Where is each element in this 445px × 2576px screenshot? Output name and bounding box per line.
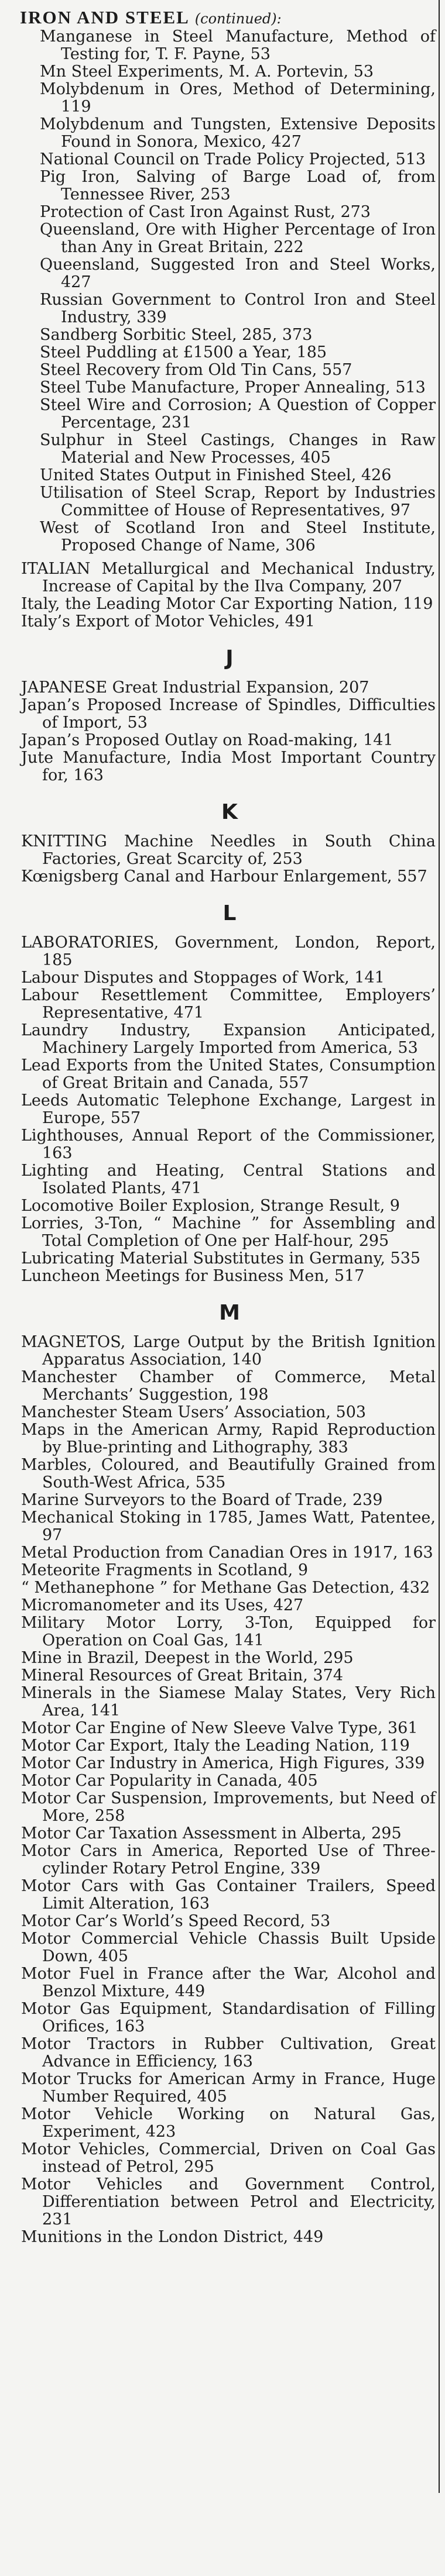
- section-letter: J: [225, 646, 234, 670]
- index-entry: Micromanometer and its Uses, 427: [21, 1596, 304, 1614]
- index-entry: Leeds Automatic Telephone Exchange, Largest in Europe, 557: [21, 1091, 436, 1127]
- index-entry: Maps in the American Army, Rapid Reproduction by Blue-printing and Lithography, 383: [21, 1421, 436, 1456]
- index-entry: Motor Tractors in Rubber Cultivation, Great Advance in Efficiency, 163: [21, 2035, 436, 2071]
- section-letter: K: [221, 800, 238, 824]
- index-entry: Lighting and Heating, Central Stations and Isolated Plants, 471: [21, 1162, 436, 1197]
- index-entry: Protection of Cast Iron Against Rust, 273: [40, 203, 371, 221]
- index-entry: Steel Recovery from Old Tin Cans, 557: [40, 361, 352, 379]
- index-entry: Manganese in Steel Manufacture, Method of Testing for, T. F. Payne, 53: [40, 27, 436, 63]
- index-entry: Motor Car Industry in America, High Figures, 339: [21, 1754, 425, 1772]
- index-entry: Motor Commercial Vehicle Chassis Built Upside Down, 405: [21, 1930, 436, 1965]
- index-entry: Mechanical Stoking in 1785, James Watt, Patentee, 97: [21, 1509, 436, 1544]
- index-entry: Marine Surveyors to the Board of Trade, 239: [21, 1491, 383, 1509]
- index-entry: Motor Car Taxation Assessment in Alberta, 295: [21, 1824, 402, 1843]
- index-entry: JAPANESE Great Industrial Expansion, 207: [21, 679, 369, 697]
- column-rule: [439, 0, 440, 2493]
- letter-sections: [0, 647, 436, 2246]
- index-entry: Labour Resettlement Committee, Employers’ Representative, 471: [21, 986, 436, 1022]
- index-entry: Queensland, Ore with Higher Percentage of Iron than Any in Great Britain, 222: [40, 221, 436, 256]
- index-entry: Military Motor Lorry, 3-Ton, Equipped for Operation on Coal Gas, 141: [21, 1614, 436, 1649]
- index-entry: Mineral Resources of Great Britain, 374: [21, 1666, 343, 1685]
- index-entry: LABORATORIES, Government, London, Report, 185: [21, 934, 436, 969]
- index-entry: KNITTING Machine Needles in South China Factories, Great Scarcity of, 253: [21, 832, 436, 868]
- index-entry: United States Output in Finished Steel, 426: [40, 466, 392, 484]
- index-entry: Motor Vehicles, Commercial, Driven on Coal Gas instead of Petrol, 295: [21, 2140, 436, 2176]
- index-entry: Mine in Brazil, Deepest in the World, 295: [21, 1649, 354, 1667]
- index-entry: Italy, the Leading Motor Car Exporting Nation, 119: [21, 595, 433, 613]
- index-entry: Motor Cars with Gas Container Trailers, Speed Limit Alteration, 163: [21, 1877, 436, 1913]
- index-entry: Motor Gas Equipment, Standardisation of Filling Orifices, 163: [21, 2000, 436, 2036]
- section-letter: M: [219, 1301, 240, 1325]
- index-page: [0, 8, 436, 2246]
- index-entry: Motor Car’s World’s Speed Record, 53: [21, 1912, 331, 1930]
- index-entry: Luncheon Meetings for Business Men, 517: [21, 1267, 365, 1285]
- index-entry: Steel Tube Manufacture, Proper Annealing, 513: [40, 378, 426, 397]
- index-entry: Queensland, Suggested Iron and Steel Works, 427: [40, 256, 436, 291]
- index-entry: Motor Vehicles and Government Control, Differentiation between Petrol and Electricity, 231: [21, 2175, 436, 2229]
- index-entry: Japan’s Proposed Increase of Spindles, Difficulties of Import, 53: [21, 696, 436, 732]
- section-k: [0, 801, 436, 886]
- index-entry: Kœnigsberg Canal and Harbour Enlargement, 557: [21, 867, 427, 886]
- index-entry: Russian Government to Control Iron and Steel Industry, 339: [40, 291, 436, 326]
- i-entries: [0, 560, 436, 631]
- index-entry: Minerals in the Siamese Malay States, Very Rich Area, 141: [21, 1684, 436, 1720]
- heading-note: (continued):: [194, 11, 282, 27]
- index-entry: Molybdenum in Ores, Method of Determining, 119: [40, 80, 436, 116]
- index-entry: Motor Trucks for American Army in France, Huge Number Required, 405: [21, 2070, 436, 2106]
- index-entry: National Council on Trade Policy Projected, 513: [40, 150, 426, 168]
- index-entry: Steel Puddling at £1500 a Year, 185: [40, 343, 327, 361]
- section-letter: L: [222, 901, 237, 925]
- index-entry: MAGNETOS, Large Output by the British Ignition Apparatus Association, 140: [21, 1333, 436, 1369]
- index-entry: Molybdenum and Tungsten, Extensive Deposits Found in Sonora, Mexico, 427: [40, 115, 436, 151]
- index-entry: Pig Iron, Salving of Barge Load of, from Tennessee River, 253: [40, 168, 436, 204]
- index-entry: Motor Car Suspension, Improvements, but Need of More, 258: [21, 1789, 436, 1825]
- index-entry: West of Scotland Iron and Steel Institute, Proposed Change of Name, 306: [40, 519, 436, 555]
- index-entry: Utilisation of Steel Scrap, Report by Industries Committee of House of Representatives, 97: [40, 484, 436, 519]
- section-j: [0, 647, 436, 784]
- index-entry: Locomotive Boiler Explosion, Strange Result, 9: [21, 1197, 400, 1215]
- index-entry: Meteorite Fragments in Scotland, 9: [21, 1561, 309, 1579]
- index-entry: Lorries, 3-Ton, “ Machine ” for Assembling and Total Completion of One per Half-hour, 295: [21, 1214, 436, 1250]
- index-entry: Japan’s Proposed Outlay on Road-making, 141: [21, 731, 393, 749]
- index-entry: Lighthouses, Annual Report of the Commissioner, 163: [21, 1127, 436, 1162]
- heading-title: IRON AND STEEL: [20, 7, 190, 27]
- index-entry: Motor Car Popularity in Canada, 405: [21, 1772, 318, 1790]
- main-heading: [0, 8, 436, 28]
- index-entry: Motor Car Export, Italy the Leading Nation, 119: [21, 1737, 410, 1755]
- iron-steel-entries: [0, 28, 436, 555]
- index-entry: Steel Wire and Corrosion; A Question of Copper Percentage, 231: [40, 396, 436, 432]
- index-entry: Marbles, Coloured, and Beautifully Grained from South-West Africa, 535: [21, 1456, 436, 1492]
- index-entry: Sulphur in Steel Castings, Changes in Raw Material and New Processes, 405: [40, 431, 436, 467]
- index-entry: Italy’s Export of Motor Vehicles, 491: [21, 612, 315, 631]
- index-entry: Lubricating Material Substitutes in Germany, 535: [21, 1249, 421, 1268]
- index-entry: Mn Steel Experiments, M. A. Portevin, 53: [40, 63, 374, 81]
- index-entry: Manchester Chamber of Commerce, Metal Merchants’ Suggestion, 198: [21, 1368, 436, 1404]
- index-entry: Motor Car Engine of New Sleeve Valve Type, 361: [21, 1719, 418, 1737]
- index-entry: Labour Disputes and Stoppages of Work, 141: [21, 969, 385, 987]
- index-entry: Sandberg Sorbitic Steel, 285, 373: [40, 326, 313, 344]
- index-entry: Motor Vehicle Working on Natural Gas, Experiment, 423: [21, 2105, 436, 2141]
- section-l: [0, 902, 436, 1285]
- section-m: [0, 1301, 436, 2246]
- index-entry: Metal Production from Canadian Ores in 1917, 163: [21, 1544, 433, 1562]
- index-entry: ITALIAN Metallurgical and Mechanical Industry, Increase of Capital by the Ilva Company, 207: [21, 560, 436, 595]
- index-entry: Motor Cars in America, Reported Use of Three-cylinder Rotary Petrol Engine, 339: [21, 1842, 436, 1878]
- index-entry: Motor Fuel in France after the War, Alcohol and Benzol Mixture, 449: [21, 1965, 436, 2000]
- index-entry: Lead Exports from the United States, Consumption of Great Britain and Canada, 557: [21, 1056, 436, 1092]
- index-entry: Manchester Steam Users’ Association, 503: [21, 1403, 367, 1421]
- index-entry: Munitions in the London District, 449: [21, 2228, 324, 2246]
- index-entry: Jute Manufacture, India Most Important Country for, 163: [21, 749, 436, 784]
- index-entry: “ Methanephone ” for Methane Gas Detection, 432: [21, 1579, 430, 1597]
- index-entry: Laundry Industry, Expansion Anticipated, Machinery Largely Imported from America, 53: [21, 1021, 436, 1057]
